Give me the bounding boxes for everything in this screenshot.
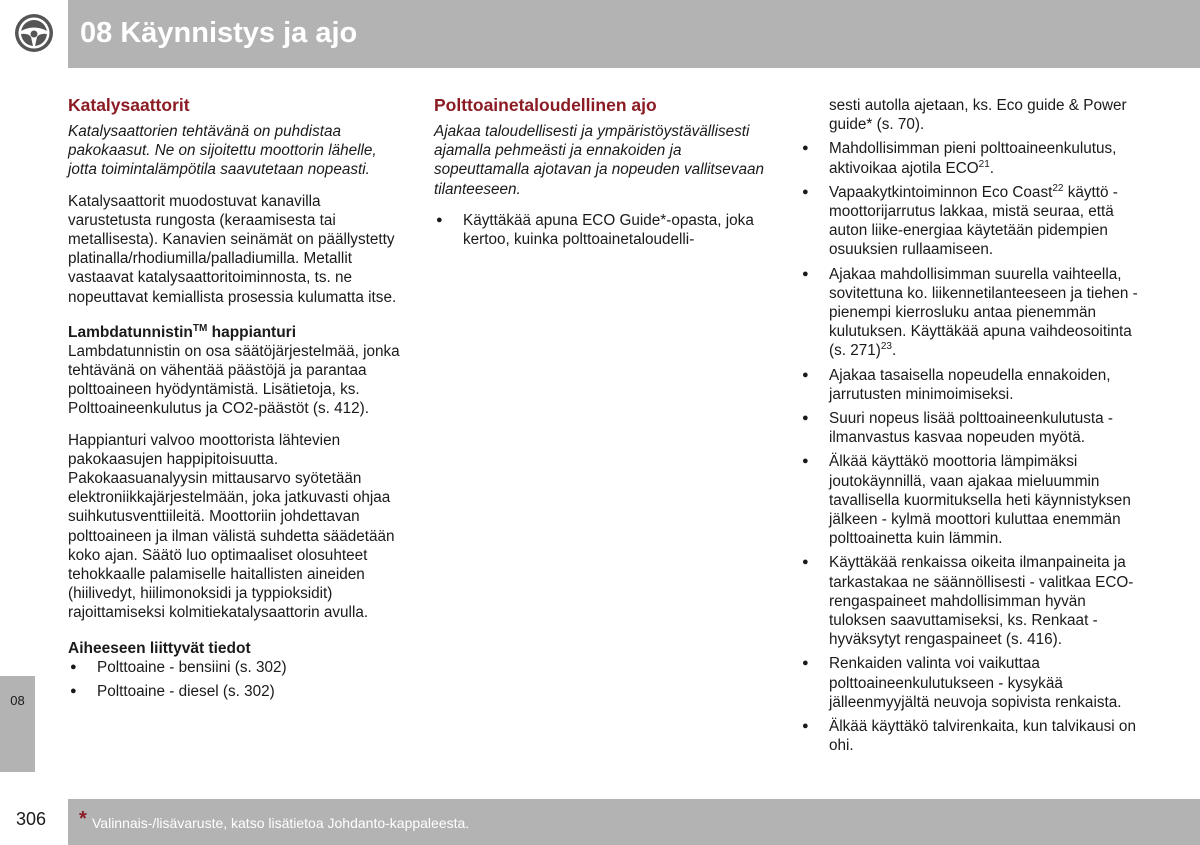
chapter-tab (0, 676, 35, 772)
section-heading-catalytic: Katalysaattorit (68, 95, 190, 115)
list-item: ● Käyttäkää apuna ECO Guide*-opasta, joka kertoo, kuinka polttoainetaloudelli- (434, 211, 769, 249)
tips-list (800, 139, 1140, 755)
page-number: 306 (16, 809, 47, 829)
footnote-ref: 23 (880, 341, 892, 353)
column-1 (68, 94, 403, 701)
section-intro: Katalysaattorien tehtävänä on puhdistaa pakokaasut. Ne on sijoitettu moottorin lähelle, jotta toimintalämpötila saavutetaan nopeasti. (68, 123, 377, 179)
column-2 (434, 94, 769, 249)
list-item (800, 265, 1140, 361)
trademark: TM (192, 322, 208, 334)
item-text: . (891, 342, 897, 360)
item-text: Ajakaa mahdollisimman suurella vaihteella, sovitettuna ko. liikennetilanteeseen ja tiehen - pienempi kierrosluku antaa pienemmän kulutuksen. Käyttäkää apuna vaihdeosoitinta (s. 271) (829, 265, 1138, 360)
item-text: Mahdollisimman pieni polttoaineenkulutus, aktivoikaa ajotila ECO (829, 140, 1117, 177)
item-text: . (989, 159, 995, 177)
list-item: ● Älkää käyttäkö moottoria lämpimäksi joutokäynnillä, vaan ajakaa mieluummin tavallisella kuormituksella heti käynnistyksen jälkeen - kylmä moottori kuluttaa enemmän polttoainetta kuin lämmin. (800, 452, 1140, 548)
list-item: ● Käyttäkää renkaissa oikeita ilmanpaineita ja tarkastakaa ne säännöllisesti - valitkaa ECO-rengaspaineet mahdollisimman hyvän tuloksen saavuttamiseksi, ks. Renkaat - hyväksytyt rengaspaineet (s. 416). (800, 553, 1140, 649)
header-icon-box (0, 0, 68, 68)
list-item (800, 183, 1140, 260)
tips-list (434, 211, 769, 249)
page-header (0, 0, 1200, 68)
footer-star: * (79, 808, 87, 830)
list-continuation: sesti autolla ajetaan, ks. Eco guide & Power guide* (s. 70). (829, 97, 1127, 134)
page-title: 08 Käynnistys ja ajo (80, 17, 358, 49)
footer-bar (68, 799, 1200, 845)
section-heading-economy: Polttoainetaloudellinen ajo (434, 95, 657, 115)
list-item: ● Ajakaa tasaisella nopeudella ennakoiden, jarrutusten minimoimiseksi. (800, 366, 1140, 404)
item-text: käyttö - moottorijarrutus lakkaa, mistä seuraa, että auton liike-energiaa käytetään pidempien osuuksien rullaamiseen. (829, 183, 1118, 259)
list-item (800, 139, 1140, 177)
item-text: Vapaakytkintoiminnon Eco Coast (829, 183, 1053, 201)
paragraph: Katalysaattorit muodostuvat kanavilla varustetusta rungosta (keraamisesta tai metallisesta). Kanavien seinämät on päällystetty platinalla/rhodiumilla/palladiumilla. Metallit vastaavat katalysaattoritoiminnosta, ts. ne nopeuttavat kemiallista prosessia kulumatta itse. (68, 192, 397, 306)
paragraph: Lambdatunnistin on osa säätöjärjestelmää, jonka tehtävänä on vähentää päästöjä ja parantaa polttoaineen hyödyntämistä. Lisätietoja, ks. Polttoaineenkulutus ja CO2-päästöt (s. 412). (68, 342, 400, 418)
related-link-petrol[interactable]: ● Polttoaine - bensiini (s. 302) (68, 658, 403, 677)
related-info-heading: Aiheeseen liittyvät tiedot (68, 639, 251, 657)
footnote-ref: 22 (1052, 182, 1064, 194)
footer-note: Valinnais-/lisävaruste, katso lisätietoa Johdanto-kappaleesta. (92, 815, 470, 831)
section-intro: Ajakaa taloudellisesti ja ympäristöystävällisesti ajamalla pehmeästi ja ennakoiden ja sopeuttamalla ajotavan ja nopeuden vallitsevaan tilanteeseen. (434, 123, 764, 198)
steering-wheel-icon (13, 12, 55, 54)
subheading-lambda (68, 323, 403, 342)
paragraph: Happianturi valvoo moottorista lähtevien pakokaasujen happipitoisuutta. Pakokaasuanalyysin mittausarvo syötetään elektroniikkajärjestelmään, joka jatkuvasti ohjaa suihkutusventtiileitä. Moottoriin johdettavan polttoaineen ja ilman välistä suhdetta säädetään koko ajan. Säätö luo optimaaliset olosuhteet tehokkaalle palamiselle haitallisten aineiden (hiilivedyt, hiilimonoksidi ja typpioksidit) rajoittamiseksi kolmitiekatalysaattorin avulla. (68, 431, 395, 622)
subheading-text: Lambdatunnistin (68, 323, 193, 341)
column-3 (800, 96, 1140, 756)
related-link-diesel[interactable]: ● Polttoaine - diesel (s. 302) (68, 682, 403, 701)
chapter-tab-label: 08 (10, 693, 25, 708)
footnote-ref: 21 (978, 158, 990, 170)
subheading-text: happianturi (207, 323, 297, 341)
list-item: ● Suuri nopeus lisää polttoaineenkulutusta - ilmanvastus kasvaa nopeuden myötä. (800, 409, 1140, 447)
list-item: ● Älkää käyttäkö talvirenkaita, kun talvikausi on ohi. (800, 717, 1140, 755)
related-list (68, 658, 403, 701)
list-item: ● Renkaiden valinta voi vaikuttaa polttoaineenkulutukseen - kysykää jälleenmyyjältä neuvoja sopivista renkaista. (800, 654, 1140, 712)
